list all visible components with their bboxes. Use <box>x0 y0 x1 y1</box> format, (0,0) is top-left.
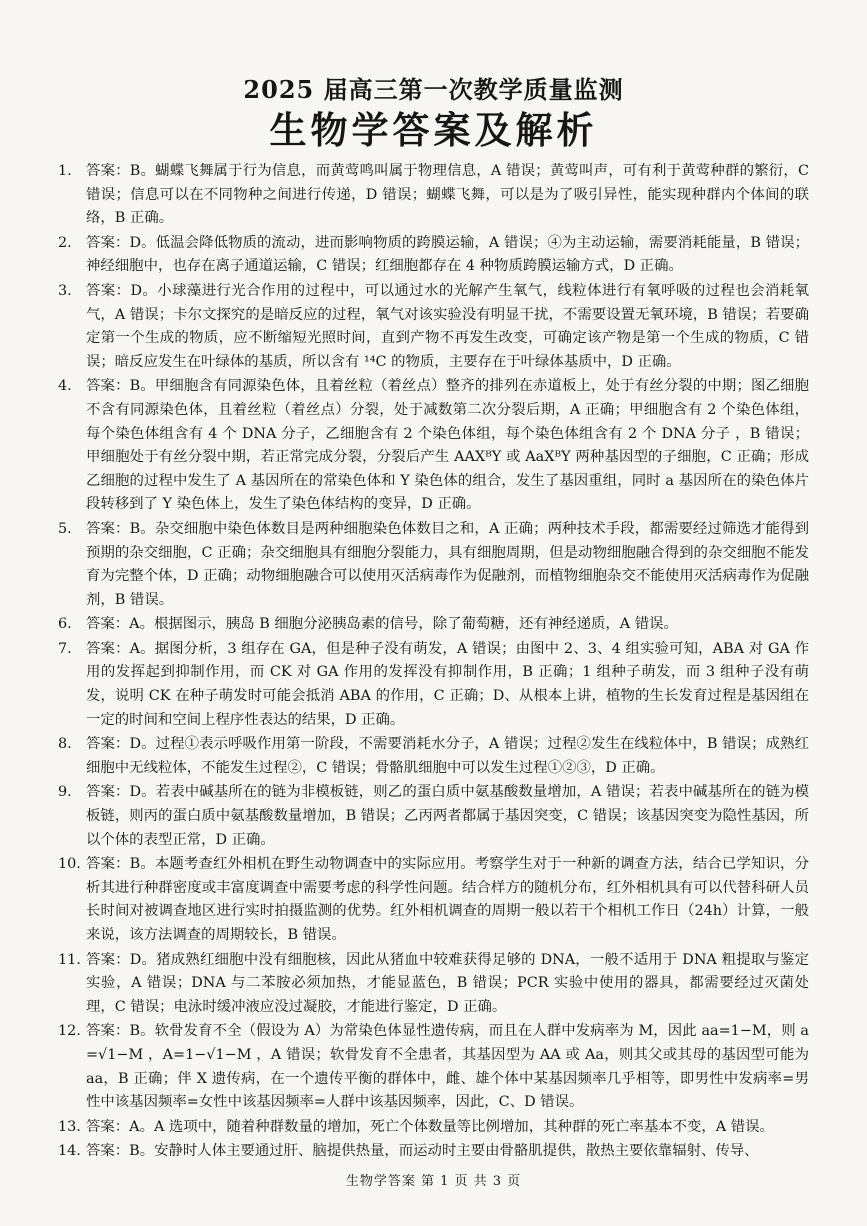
answer-number: 10. <box>58 856 81 873</box>
answer-text: 答案：B。软骨发育不全（假设为 A）为常染色体显性遗传病，而且在人群中发病率为 M，因此 aa=1−M，则 a=√1−M ，A=1−√1−M ，A 错误；软骨发育不全患者，其基因型为 AA 或 Aa，则其父或其母的基因型可能为 aa，B 正确；伴 X 遗传病，在一个遗传平衡的群体中，雌、雄个体中某基因频率几乎相等，即男性中发病率=男性中该基因频率=女性中该基因频率=人群中该基因频率，因此，C、D 错误。 <box>86 1023 809 1111</box>
answer-item-2 <box>58 232 809 279</box>
answer-text: 答案：D。低温会降低物质的流动，进而影响物质的跨膜运输，A 错误；④为主动运输，需要消耗能量，B 错误；神经细胞中，也存在离子通道运输，C 错误；红细胞都存在 4 种物质跨膜运输方式，D 正确。 <box>86 234 809 275</box>
answer-number: 5. <box>58 520 72 537</box>
answer-text: 答案：D。若表中碱基所在的链为非模板链，则乙的蛋白质中氨基酸数量增加，A 错误；若表中碱基所在的链为模板链，则丙的蛋白质中氨基酸数量增加，B 错误；乙丙两者都属于基因突变，C 错误；该基因突变为隐性基因，所以个体的表型正常，D 正确。 <box>86 784 809 848</box>
answer-item-9 <box>58 781 809 852</box>
answer-number: 13. <box>58 1118 81 1135</box>
answer-list <box>58 160 809 1164</box>
answer-text: 答案：D。小球藻进行光合作用的过程中，可以通过水的光解产生氧气，线粒体进行有氧呼吸的过程也会消耗氧气，A 错误；卡尔文探究的是暗反应的过程，氧气对该实验没有明显干扰，不需要设置无氧环境，B 错误；若要确定第一个生成的物质，应不断缩短光照时间，直到产物不再发生改变，可确定该产物是第一个生成的物质，C 错误；暗反应发生在叶绿体的基质，所以含有 ¹⁴C 的物质，主要存在于叶绿体基质中，D 正确。 <box>86 282 809 370</box>
answer-number: 8. <box>58 736 72 753</box>
answer-number: 12. <box>58 1023 81 1040</box>
answer-item-4 <box>58 375 809 517</box>
answer-text: 答案：A。A 选项中，随着种群数量的增加，死亡个体数量等比例增加，其种群的死亡率基本不变，A 错误。 <box>86 1118 774 1135</box>
answer-text: 答案：B。安静时人体主要通过肝、脑提供热量，而运动时主要由骨骼肌提供，散热主要依靠辐射、传导、 <box>86 1143 759 1160</box>
answer-item-13 <box>58 1116 809 1140</box>
answer-number: 14. <box>58 1143 81 1160</box>
answer-item-7 <box>58 638 809 732</box>
document-title: 生物学答案及解析 <box>269 108 598 152</box>
answer-item-1 <box>58 160 809 231</box>
answer-text: 答案：B。甲细胞含有同源染色体，且着丝粒（着丝点）整齐的排列在赤道板上，处于有丝分裂的中期；图乙细胞不含有同源染色体，且着丝粒（着丝点）分裂，处于减数第二次分裂后期，A 正确；甲细胞含有 2 个染色体组，每个染色体组含有 4 个 DNA 分子，乙细胞含有 2 个染色体组，每个染色体组含有 2 个 DNA 分子 ，B 错误；甲细胞处于有丝分裂中期，若正常完成分裂，分裂后产生 AAXᴮY 或 AaXᴮY 两种基因型的子细胞，C 正确；形成乙细胞的过程中发生了 A 基因所在的常染色体和 Y 染色体的组合，发生了基因重组，同时 a 基因所在的染色体片段转移到了 Y 染色体上，发生了染色体结构的变异，D 正确。 <box>86 378 809 513</box>
answer-number: 9. <box>58 784 72 801</box>
answer-text: 答案：B。蝴蝶飞舞属于行为信息，而黄莺鸣叫属于物理信息，A 错误；黄莺叫声，可有利于黄莺种群的繁衍，C 错误；信息可以在不同物种之间进行传递，D 错误；蝴蝶飞舞，可以是为了吸引异性，能实现种群内个体间的联络，B 正确。 <box>86 163 809 227</box>
answer-text: 答案：D。猪成熟红细胞中没有细胞核，因此从猪血中较难获得足够的 DNA，一般不适用于 DNA 粗提取与鉴定实验，A 错误；DNA 与二苯胺必须加热，才能显蓝色，B 错误；PCR 实验中使用的器具，都需要经过灭菌处理，C 错误；电泳时缓冲液应没过凝胶，才能进行鉴定，D 正确。 <box>86 951 809 1015</box>
answer-item-11 <box>58 949 809 1020</box>
answer-item-3 <box>58 280 809 374</box>
answer-text: 答案：B。杂交细胞中染色体数目是两种细胞染色体数目之和，A 正确；两种技术手段，都需要经过筛选才能得到预期的杂交细胞，C 正确；杂交细胞具有细胞分裂能力，具有细胞周期，但是动物细胞融合得到的杂交细胞不能发育为完整个体，D 正确；动物细胞融合可以使用灭活病毒作为促融剂，而植物细胞杂交不能使用灭活病毒作为促融剂，B 错误。 <box>86 520 809 608</box>
document-header <box>58 74 809 154</box>
answer-text: 答案：A。根据图示，胰岛 B 细胞分泌胰岛素的信号，除了葡萄糖，还有神经递质，A 错误。 <box>86 616 678 633</box>
page-footer: 生物学答案 第 1 页 共 3 页 <box>345 1174 522 1189</box>
answer-item-5 <box>58 518 809 612</box>
answer-item-12 <box>58 1020 809 1114</box>
answer-number: 7. <box>58 640 72 657</box>
answer-number: 2. <box>58 234 72 251</box>
answer-number: 4. <box>58 378 72 395</box>
answer-text: 答案：D。过程①表示呼吸作用第一阶段，不需要消耗水分子，A 错误；过程②发生在线粒体中，B 错误；成熟红细胞中无线粒体，不能发生过程②，C 错误；骨骼肌细胞中可以发生过程①②③，D 正确。 <box>86 736 809 776</box>
answer-item-6 <box>58 613 809 637</box>
answer-item-8 <box>58 733 809 780</box>
answer-number: 11. <box>58 951 81 968</box>
answer-item-10 <box>58 853 809 947</box>
answer-number: 3. <box>58 282 72 299</box>
answer-number: 1. <box>58 163 72 179</box>
answer-item-14 <box>58 1140 809 1164</box>
answer-text: 答案：B。本题考查红外相机在野生动物调查中的实际应用。考察学生对于一种新的调查方法，结合已学知识，分析其进行种群密度或丰富度调查中需要考虑的科学性问题。结合样方的随机分布，红外相机具有可以代替科研人员长时间对被调查地区进行实时拍摄监测的优势。红外相机调查的周期一般以若干个相机工作日（24h）计算，一般来说，该方法调查的周期较长，B 错误。 <box>86 856 809 943</box>
answer-number: 6. <box>58 616 72 633</box>
answer-text: 答案：A。据图分析，3 组存在 GA，但是种子没有萌发，A 错误；由图中 2、3、4 组实验可知，ABA 对 GA 作用的发挥起到抑制作用，而 CK 对 GA 作用的发挥没有抑制作用，B 正确；1 组种子萌发，而 3 组种子没有萌发，说明 CK 在种子萌发时可能会抵消 ABA 的作用，C 正确；D、从根本上讲，植物的生长发育过程是基因组在一定的时间和空间上程序性表达的结果，D 正确。 <box>86 640 809 728</box>
exam-subtitle: 2025 届高三第一次教学质量监测 <box>243 75 624 104</box>
